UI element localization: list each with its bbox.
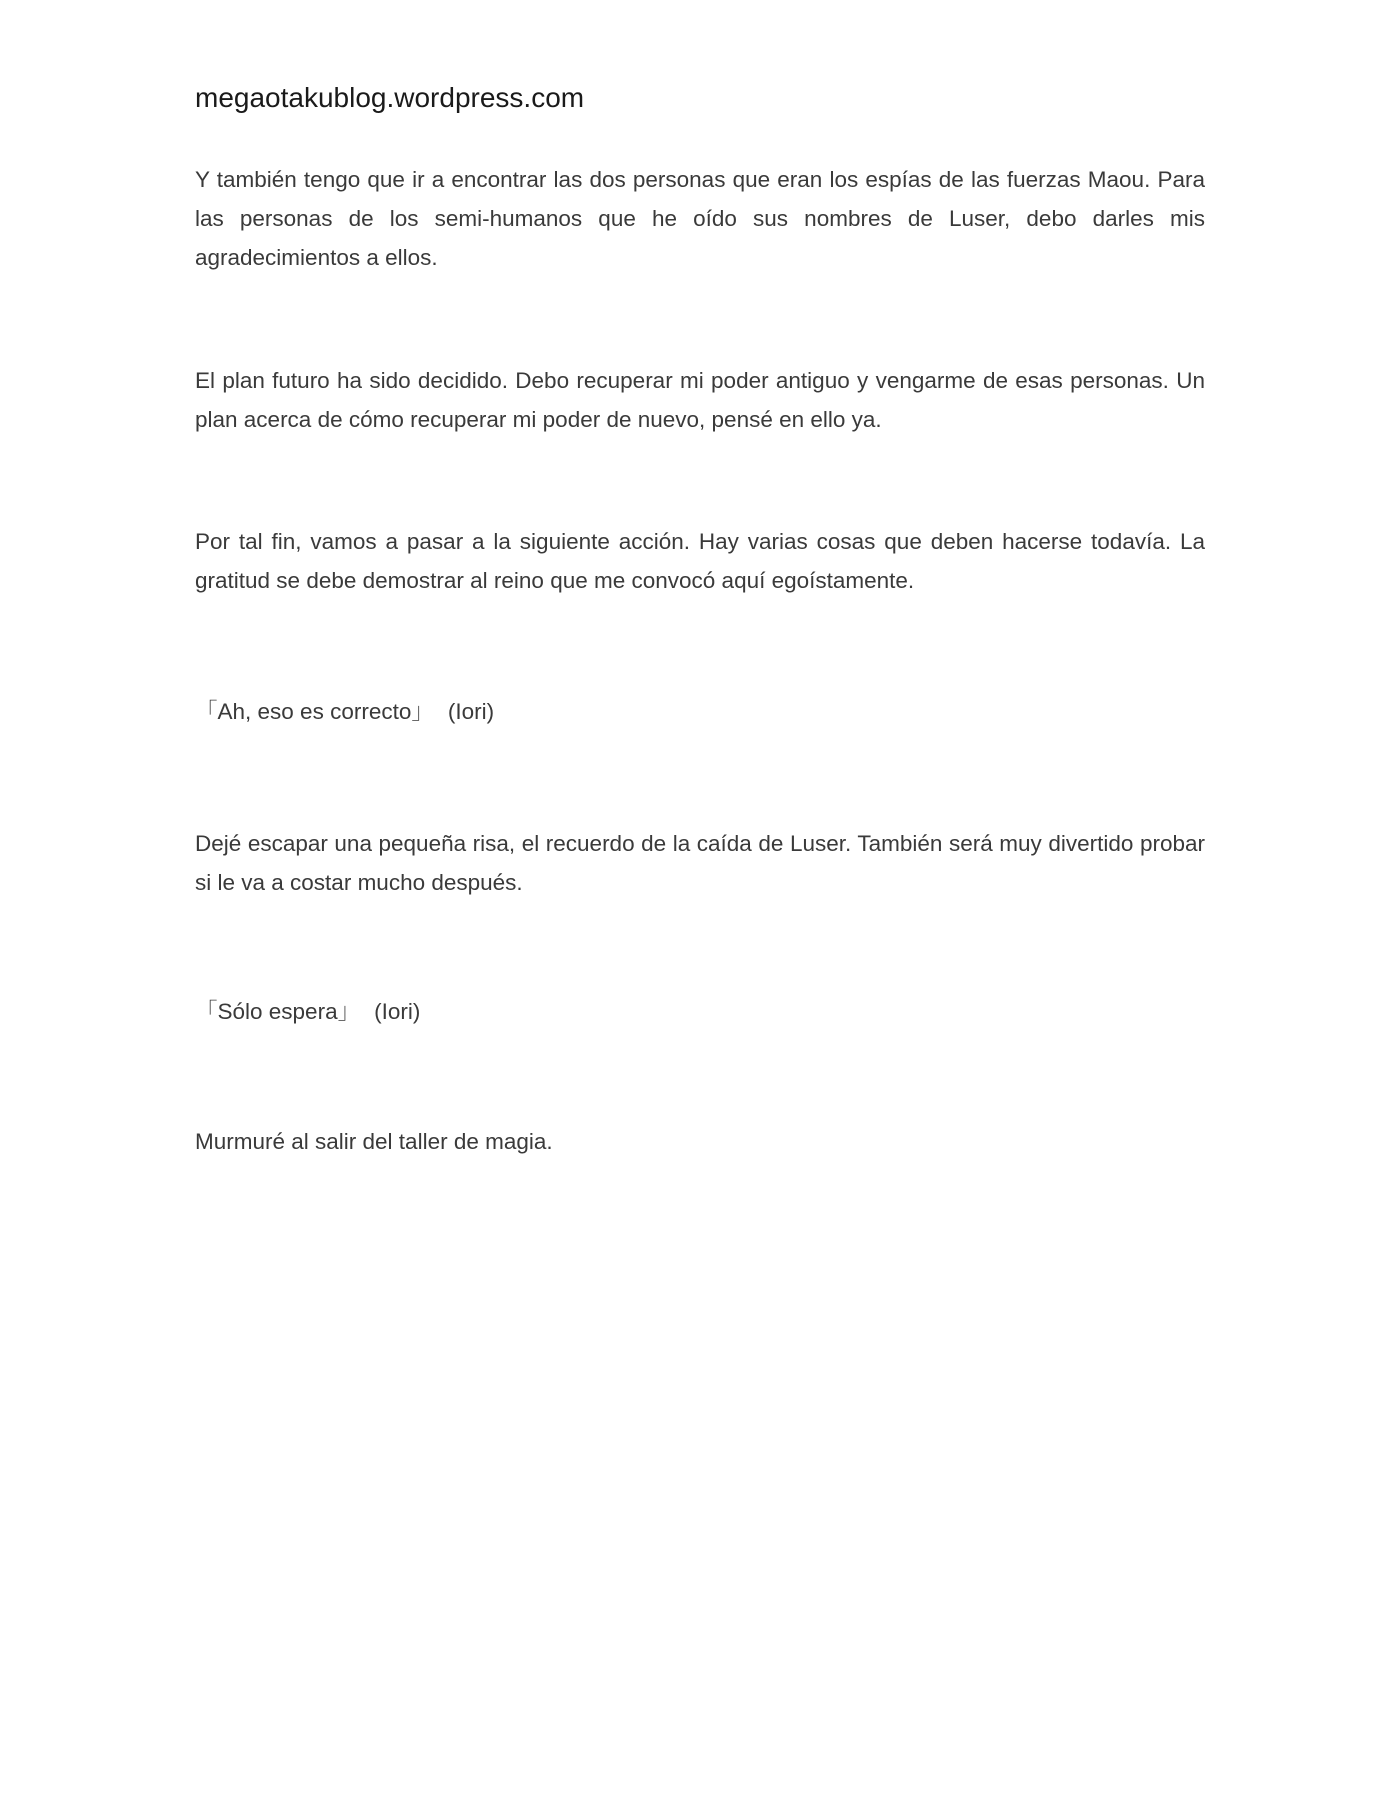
paragraph-1: Y también tengo que ir a encontrar las dos personas que eran los espías de las fuerzas Maou. Para las personas de los semi-humanos que he oído sus nombres de Luser, debo darles mis agradecimientos a ellos. [195, 167, 1205, 270]
paragraph-4: Dejé escapar una pequeña risa, el recuerdo de la caída de Luser. También será muy divertido probar si le va a costar mucho después. [195, 831, 1205, 895]
dialogue-2-quote: 「Sólo espera」 [195, 999, 361, 1024]
paragraph-5: Murmuré al salir del taller de magia. [195, 1129, 553, 1154]
dialogue-1 [195, 692, 494, 731]
paragraph-2: El plan futuro ha sido decidido. Debo recuperar mi poder antiguo y vengarme de esas personas. Un plan acerca de cómo recuperar mi poder de nuevo, pensé en ello ya. [195, 368, 1205, 432]
dialogue-2 [195, 992, 420, 1031]
paragraph-3: Por tal fin, vamos a pasar a la siguiente acción. Hay varias cosas que deben hacerse todavía. La gratitud se debe demostrar al reino que me convocó aquí egoístamente. [195, 529, 1205, 593]
dialogue-1-speaker: (Iori) [447, 699, 495, 724]
site-header: megaotakublog.wordpress.com [195, 82, 585, 113]
dialogue-2-speaker: (Iori) [374, 999, 421, 1024]
dialogue-1-quote: 「Ah, eso es correcto」 [195, 699, 434, 724]
